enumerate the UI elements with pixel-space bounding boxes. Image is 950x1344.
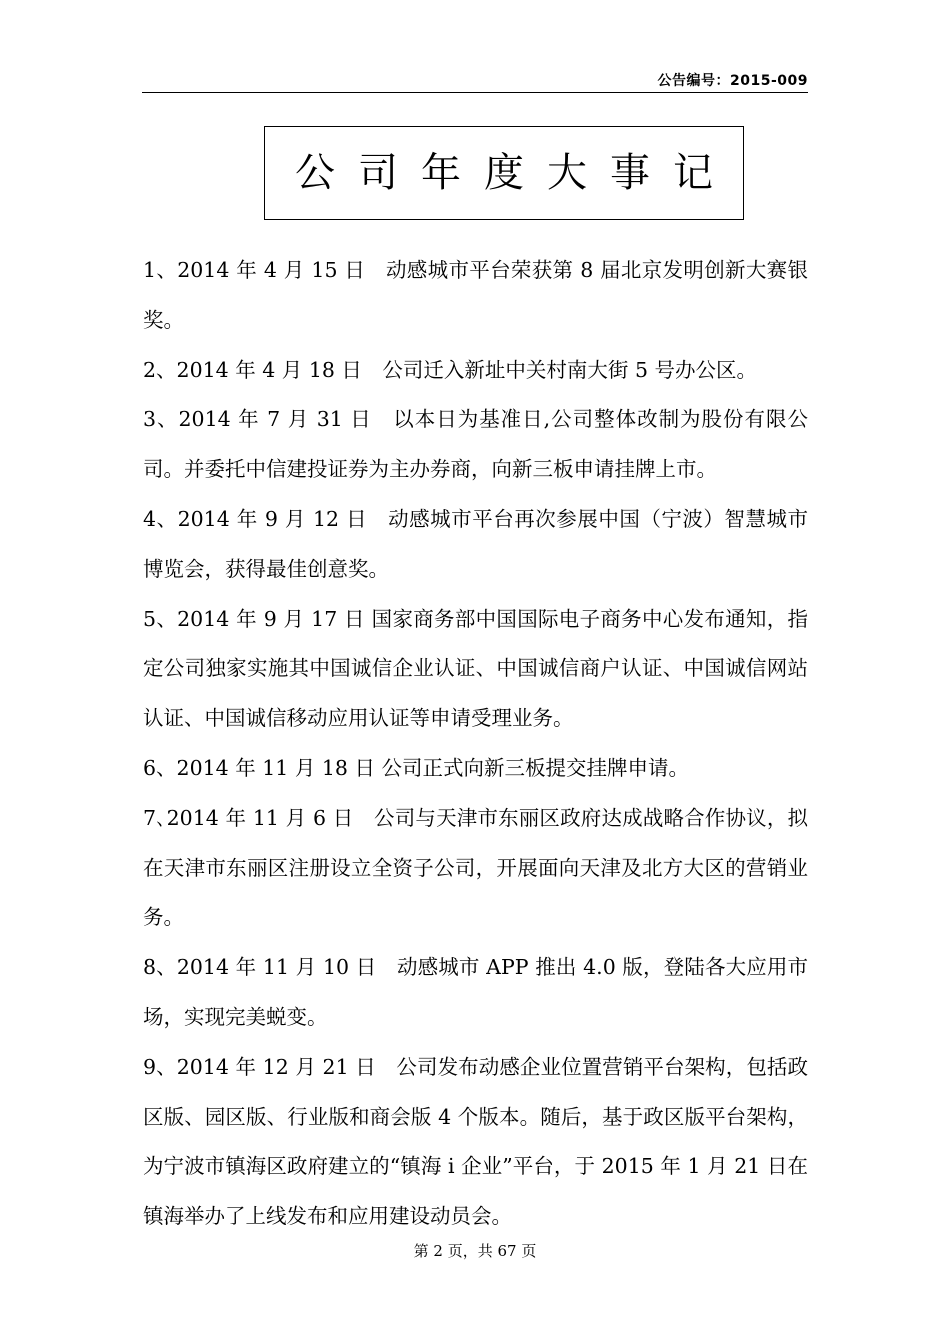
page-title: 公司年度大事记 bbox=[295, 150, 736, 196]
event-item-9: 9、2014 年 12 月 21 日 公司发布动感企业位置营销平台架构，包括政区版、园区版、行业版和商会版 4 个版本。随后，基于政区版平台架构，为宁波市镇海区政府建立的“镇海 i 企业”平台，于 2015 年 1 月 21 日在镇海举办了上线发布和应用建设动员会。 bbox=[143, 1054, 808, 1229]
event-item-7: 7､2014 年 11 月 6 日 公司与天津市东丽区政府达成战略合作协议，拟在天津市东丽区注册设立全资子公司，开展面向天津及北方大区的营销业务。 bbox=[143, 805, 808, 930]
event-item-1: 1、2014 年 4 月 15 日 动感城市平台荣获第 8 届北京发明创新大赛银奖。 bbox=[143, 258, 808, 332]
page-header bbox=[142, 64, 808, 93]
event-item-8: 8、2014 年 11 月 10 日 动感城市 APP 推出 4.0 版，登陆各大应用市场，实现完美蜕变。 bbox=[143, 955, 808, 1029]
page-footer bbox=[0, 1240, 950, 1261]
event-item-3: 3、2014 年 7 月 31 日 以本日为基准日,公司整体改制为股份有限公司。并委托中信建投证券为主办券商，向新三板申请挂牌上市。 bbox=[143, 407, 808, 482]
notice-number: 公告编号：2015-009 bbox=[657, 73, 808, 89]
event-item-5: 5、2014 年 9 月 17 日 国家商务部中国国际电子商务中心发布通知，指定公司独家实施其中国诚信企业认证、中国诚信商户认证、中国诚信网站认证、中国诚信移动应用认证等申请受理业务。 bbox=[143, 606, 808, 731]
event-item-2: 2、2014 年 4 月 18 日 公司迁入新址中关村南大街 5 号办公区。 bbox=[143, 357, 757, 382]
event-item-6: 6、2014 年 11 月 18 日 公司正式向新三板提交挂牌申请。 bbox=[143, 755, 689, 780]
page-number: 第 2 页，共 67 页 bbox=[413, 1242, 537, 1260]
event-item-4: 4、2014 年 9 月 12 日 动感城市平台再次参展中国（宁波）智慧城市博览会，获得最佳创意奖。 bbox=[143, 506, 808, 581]
title-box bbox=[264, 126, 744, 220]
event-list bbox=[143, 246, 808, 1242]
